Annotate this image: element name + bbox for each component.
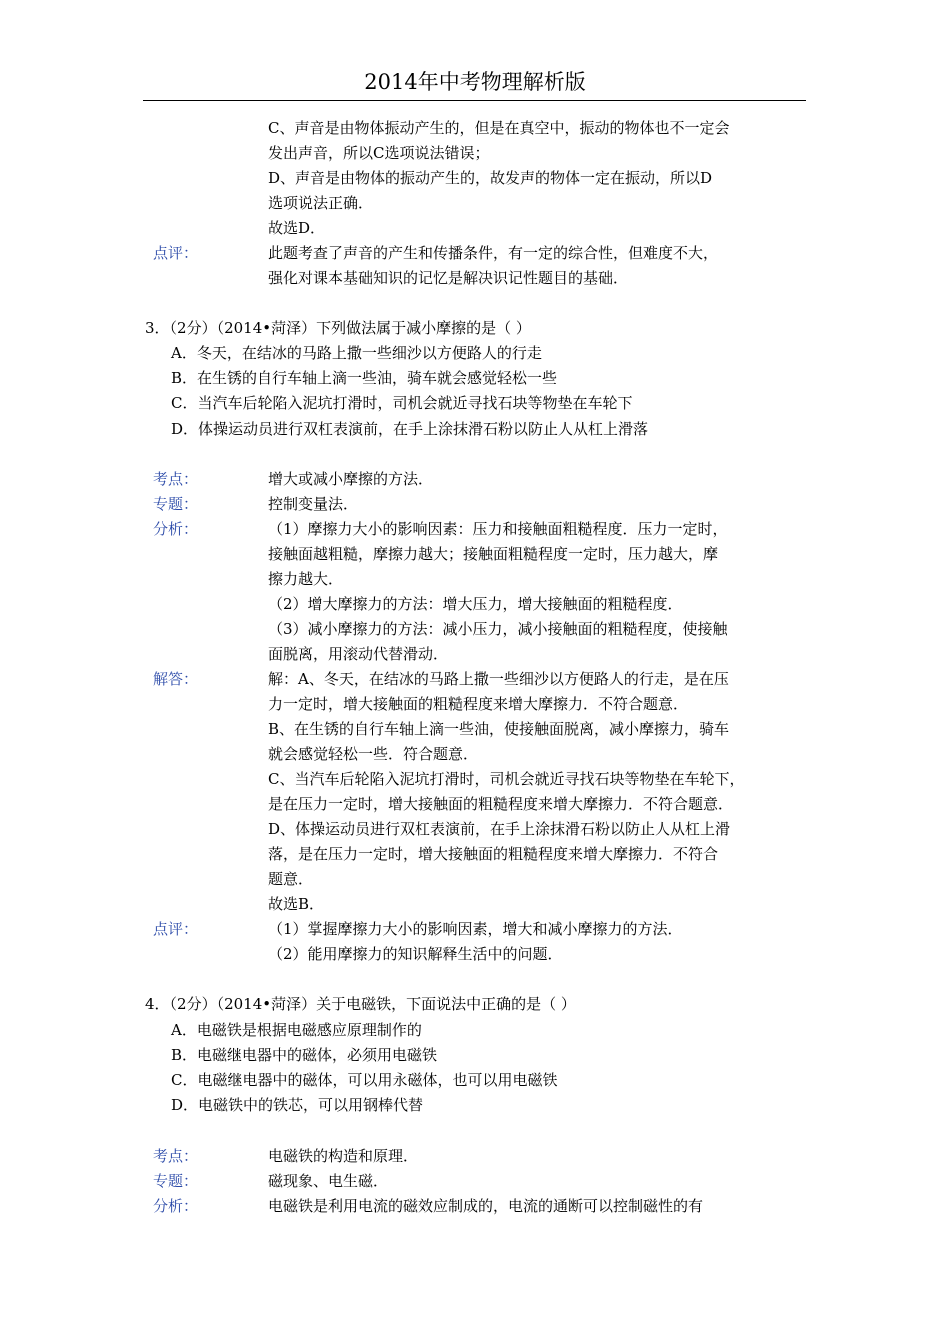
q3-stem: 3．（2分）（2014•菏泽）下列做法属于减小摩擦的是（ ） (145, 319, 531, 337)
q3-jieda-line: 故选B． (268, 895, 325, 913)
q3-fenxi-line: 接触面越粗糙，摩擦力越大；接触面粗糙程度一定时，压力越大，摩 (268, 545, 719, 563)
q3-jieda-line: 是在压力一定时，增大接触面的粗糙程度来增大摩擦力．不符合题意． (268, 795, 734, 813)
q2-analysis-line: C、声音是由物体振动产生的，但是在真空中，振动的物体也不一定会 (268, 119, 730, 137)
q4-option-d: D．电磁铁中的铁芯，可以用钢棒代替 (171, 1096, 424, 1114)
q3-fenxi-line: （3）减小摩擦力的方法：减小压力，减小接触面的粗糙程度，使接触 (268, 620, 728, 638)
q4-option-b: B．电磁继电器中的磁体，必须用电磁铁 (171, 1046, 438, 1064)
q3-option-d: D．体操运动员进行双杠表演前，在手上涂抹滑石粉以防止人从杠上滑落 (171, 420, 649, 438)
q4-zhuanti-label: 专题： (153, 1172, 199, 1190)
q2-analysis-line: 故选D． (268, 219, 326, 237)
q2-analysis-line: 发出声音，所以C选项说法错误； (268, 144, 490, 162)
q3-option-c: C．当汽车后轮陷入泥坑打滑时，司机会就近寻找石块等物垫在车轮下 (171, 394, 633, 412)
q2-analysis-line: D、声音是由物体的振动产生的，故发声的物体一定在振动，所以D (268, 169, 713, 187)
q3-kaodian: 增大或减小摩擦的方法． (268, 470, 434, 488)
q3-dianping-label: 点评： (153, 920, 199, 938)
q4-fenxi-label: 分析： (153, 1197, 199, 1215)
q4-zhuanti: 磁现象、电生磁． (268, 1172, 389, 1190)
q3-fenxi-line: 面脱离，用滚动代替滑动． (268, 645, 449, 663)
q3-jieda-line: 解：A、冬天，在结冰的马路上撒一些细沙以方便路人的行走，是在压 (268, 670, 729, 688)
q4-option-a: A．电磁铁是根据电磁感应原理制作的 (171, 1021, 422, 1039)
q3-dianping-line: （2）能用摩擦力的知识解释生活中的问题． (268, 945, 563, 963)
header-divider (143, 100, 806, 101)
q4-fenxi-line: 电磁铁是利用电流的磁效应制成的，电流的通断可以控制磁性的有 (268, 1197, 704, 1215)
q3-jieda-line: D、体操运动员进行双杠表演前，在手上涂抹滑石粉以防止人从杠上滑 (268, 820, 731, 838)
q3-jieda-line: 落，是在压力一定时，增大接触面的粗糙程度来增大摩擦力．不符合 (268, 845, 719, 863)
q3-dianping-line: （1）掌握摩擦力大小的影响因素，增大和减小摩擦力的方法． (268, 920, 683, 938)
q3-zhuanti: 控制变量法． (268, 495, 359, 513)
q3-jieda-line: 题意． (268, 870, 314, 888)
q4-kaodian-label: 考点： (153, 1147, 199, 1165)
q3-jieda-line: 力一定时，增大接触面的粗糙程度来增大摩擦力．不符合题意． (268, 695, 689, 713)
q3-option-a: A．冬天，在结冰的马路上撒一些细沙以方便路人的行走 (171, 344, 542, 362)
q2-comment-line: 强化对课本基础知识的记忆是解决识记性题目的基础． (268, 269, 629, 287)
q3-jieda-line: 就会感觉轻松一些．符合题意． (268, 745, 479, 763)
q4-stem: 4．（2分）（2014•菏泽）关于电磁铁，下面说法中正确的是（ ） (145, 995, 576, 1013)
q4-kaodian: 电磁铁的构造和原理． (268, 1147, 419, 1165)
q3-fenxi-line: （1）摩擦力大小的影响因素：压力和接触面粗糙程度．压力一定时， (268, 520, 728, 538)
q3-fenxi-label: 分析： (153, 520, 199, 538)
q3-fenxi-line: 擦力越大． (268, 570, 344, 588)
q3-option-b: B．在生锈的自行车轴上滴一些油，骑车就会感觉轻松一些 (171, 369, 558, 387)
q3-jieda-line: C、当汽车后轮陷入泥坑打滑时，司机会就近寻找石块等物垫在车轮下， (268, 770, 745, 788)
q2-comment-line: 此题考查了声音的产生和传播条件，有一定的综合性，但难度不大， (268, 244, 719, 262)
page-title: 2014年中考物理解析版 (364, 70, 586, 94)
q3-zhuanti-label: 专题： (153, 495, 199, 513)
q2-analysis-line: 选项说法正确． (268, 194, 374, 212)
q3-kaodian-label: 考点： (153, 470, 199, 488)
q3-jieda-label: 解答： (153, 670, 199, 688)
q4-option-c: C．电磁继电器中的磁体，可以用永磁体，也可以用电磁铁 (171, 1071, 558, 1089)
q2-comment-label: 点评： (153, 244, 199, 262)
q3-jieda-line: B、在生锈的自行车轴上滴一些油，使接触面脱离，减小摩擦力，骑车 (268, 720, 730, 738)
q3-fenxi-line: （2）增大摩擦力的方法：增大压力，增大接触面的粗糙程度． (268, 595, 683, 613)
